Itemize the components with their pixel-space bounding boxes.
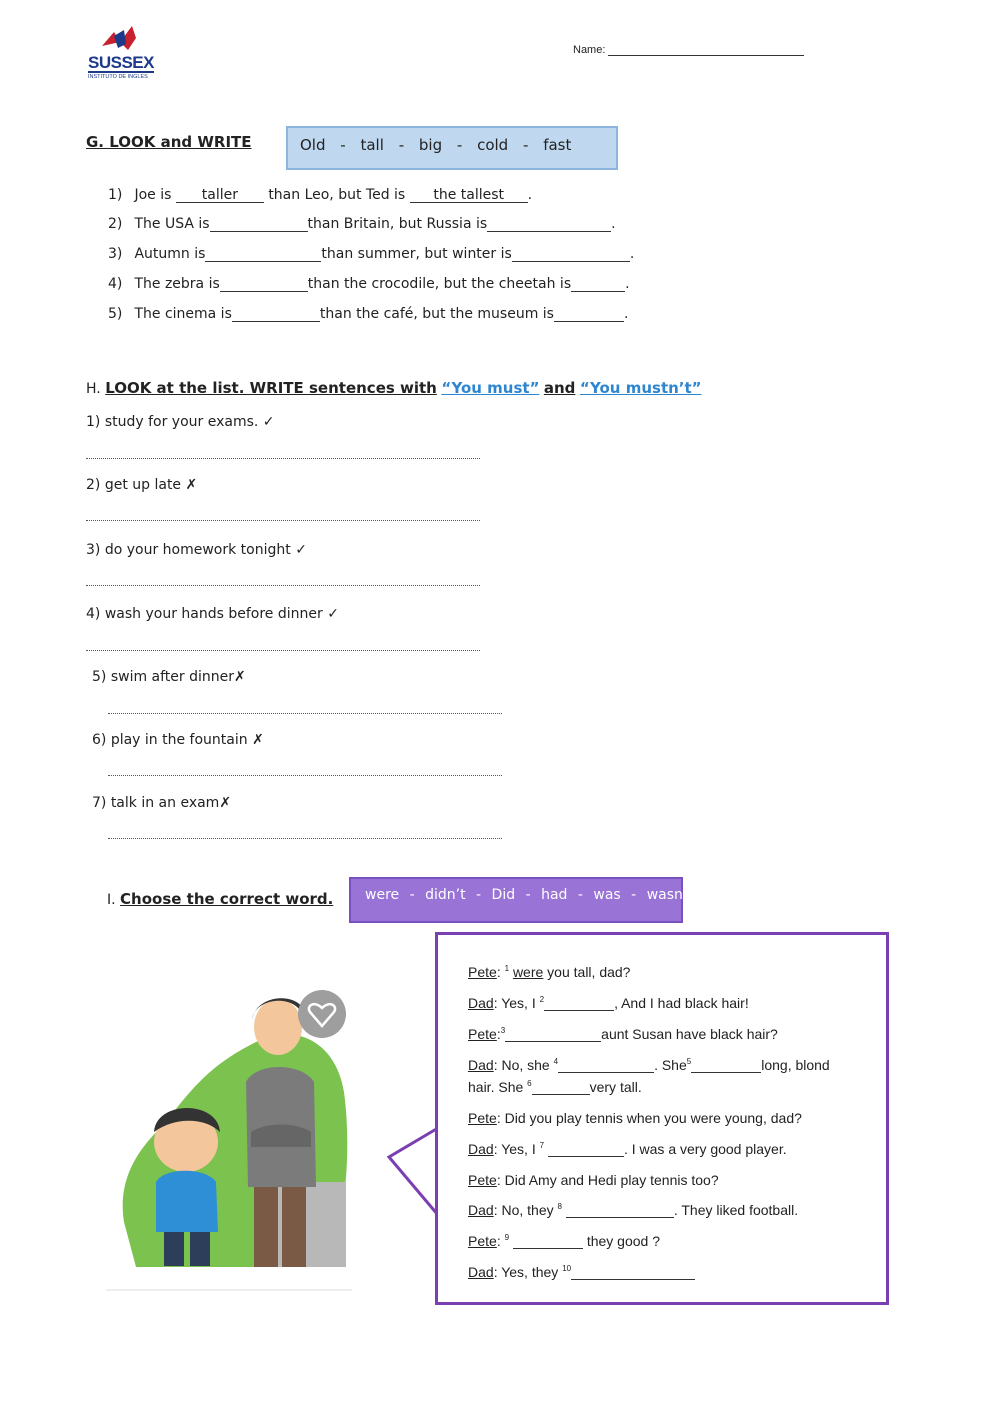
exercise-g-item-2: 2) The USA is than Britain, but Russia is .	[108, 216, 616, 232]
dialogue-line-9: Pete: $^9$ they good ?	[468, 1233, 660, 1249]
logo-subtitle: INSTITUTO DE INGLES	[88, 74, 148, 80]
word-bank-i: were - didn’t - Did - had - was - wasn’t	[349, 877, 683, 923]
answer-blank[interactable]: were	[512, 964, 544, 980]
word-bank-g: Old - tall - big - cold - fast	[286, 126, 618, 170]
answer-line[interactable]	[108, 713, 502, 714]
answer-blank[interactable]	[505, 1028, 601, 1042]
check-icon: ✓	[295, 542, 307, 558]
answer-blank[interactable]	[548, 1143, 624, 1157]
exercise-h-item-4: 4) wash your hands before dinner ✓	[86, 606, 339, 622]
dialogue-line-5: Pete: Did you play tennis when you were young, dad?	[468, 1110, 802, 1126]
answer-blank[interactable]	[571, 1266, 695, 1280]
answer-blank[interactable]	[205, 246, 321, 262]
name-label: Name:	[573, 44, 606, 56]
name-blank[interactable]	[608, 45, 804, 56]
answer-blank[interactable]: the tallest	[410, 187, 528, 203]
answer-blank[interactable]	[220, 276, 308, 292]
answer-blank[interactable]	[571, 276, 625, 292]
word-bank-word: big	[418, 136, 443, 154]
dialogue-line-6: Dad: Yes, I $^7$ . I was a very good player.	[468, 1141, 787, 1157]
dialogue-line-10: Dad: Yes, they $^{10}$	[468, 1264, 695, 1280]
word-bank-word: tall	[360, 136, 384, 154]
answer-blank[interactable]	[532, 1081, 590, 1095]
dialogue-line-7: Pete: Did Amy and Hedi play tennis too?	[468, 1172, 719, 1188]
exercise-g-item-1: 1) Joe is taller than Leo, but Ted is the tallest .	[108, 187, 533, 203]
dialogue-line-4b: hair. She $^6$ very tall.	[468, 1079, 642, 1095]
answer-blank[interactable]	[210, 216, 308, 232]
check-icon: ✓	[262, 414, 275, 430]
answer-line[interactable]	[108, 838, 502, 839]
flag-icon	[98, 24, 158, 54]
answer-blank[interactable]: taller	[176, 187, 264, 203]
section-h-title: H. LOOK at the list. WRITE sentences with “You must” and “You mustn’t”	[86, 379, 702, 397]
dialogue-line-2: Dad: Yes, I $^2$ , And I had black hair!	[468, 995, 749, 1011]
answer-blank[interactable]	[487, 216, 611, 232]
cross-icon: ✗	[185, 477, 198, 493]
word-bank-word: fast	[543, 136, 572, 154]
answer-blank[interactable]	[512, 246, 630, 262]
exercise-h-item-7: 7) talk in an exam✗	[92, 795, 232, 811]
dialogue-line-1: Pete: $^1$ were you tall, dad?	[468, 964, 631, 980]
word-bank-word: wasn’t	[646, 887, 693, 903]
exercise-h-item-5: 5) swim after dinner✗	[92, 669, 246, 685]
word-bank-word: were	[365, 887, 400, 903]
logo-wordmark: SUSSEX	[88, 53, 154, 72]
dialogue-line-3: Pete:$^3$ aunt Susan have black hair?	[468, 1026, 778, 1042]
exercise-g-item-4: 4) The zebra is than the crocodile, but the cheetah is .	[108, 276, 630, 292]
answer-blank[interactable]	[554, 306, 624, 322]
word-bank-word: was	[593, 887, 621, 903]
sussex-logo	[88, 24, 158, 84]
word-bank-word: Did	[491, 887, 516, 903]
answer-blank[interactable]	[566, 1204, 674, 1218]
answer-line[interactable]	[86, 585, 480, 586]
answer-blank[interactable]	[691, 1059, 761, 1073]
section-g-title: G. LOOK and WRITE	[86, 133, 252, 151]
answer-line[interactable]	[86, 520, 480, 521]
dialogue-line-8: Dad: No, they $^8$ . They liked football.	[468, 1202, 799, 1218]
cross-icon: ✗	[252, 732, 264, 748]
word-bank-word: Old	[300, 136, 326, 154]
answer-line[interactable]	[108, 775, 502, 776]
exercise-h-item-3: 3) do your homework tonight ✓	[86, 542, 307, 558]
name-field[interactable]	[573, 44, 804, 56]
word-bank-word: didn’t	[425, 887, 466, 903]
answer-blank[interactable]	[544, 997, 614, 1011]
answer-line[interactable]	[86, 650, 480, 651]
cross-icon: ✗	[234, 669, 246, 685]
exercise-h-item-2: 2) get up late ✗	[86, 477, 198, 493]
answer-blank[interactable]	[513, 1235, 583, 1249]
word-bank-word: had	[541, 887, 568, 903]
check-icon: ✓	[327, 606, 339, 622]
exercise-g-item-3: 3) Autumn is than summer, but winter is .	[108, 246, 635, 262]
exercise-g-item-5: 5) The cinema is than the café, but the museum is .	[108, 306, 629, 322]
section-i-title: I. Choose the correct word.	[107, 890, 334, 908]
father-son-illustration	[106, 982, 352, 1292]
answer-blank[interactable]	[558, 1059, 654, 1073]
cross-icon: ✗	[219, 795, 232, 811]
answer-line[interactable]	[86, 458, 480, 459]
answer-blank[interactable]	[232, 306, 320, 322]
exercise-h-item-1: 1) study for your exams. ✓	[86, 414, 275, 430]
exercise-h-item-6: 6) play in the fountain ✗	[92, 732, 264, 748]
dialogue-line-4: Dad: No, she $^4$ . She$^5$ long, blond	[468, 1057, 830, 1073]
word-bank-word: cold	[477, 136, 509, 154]
